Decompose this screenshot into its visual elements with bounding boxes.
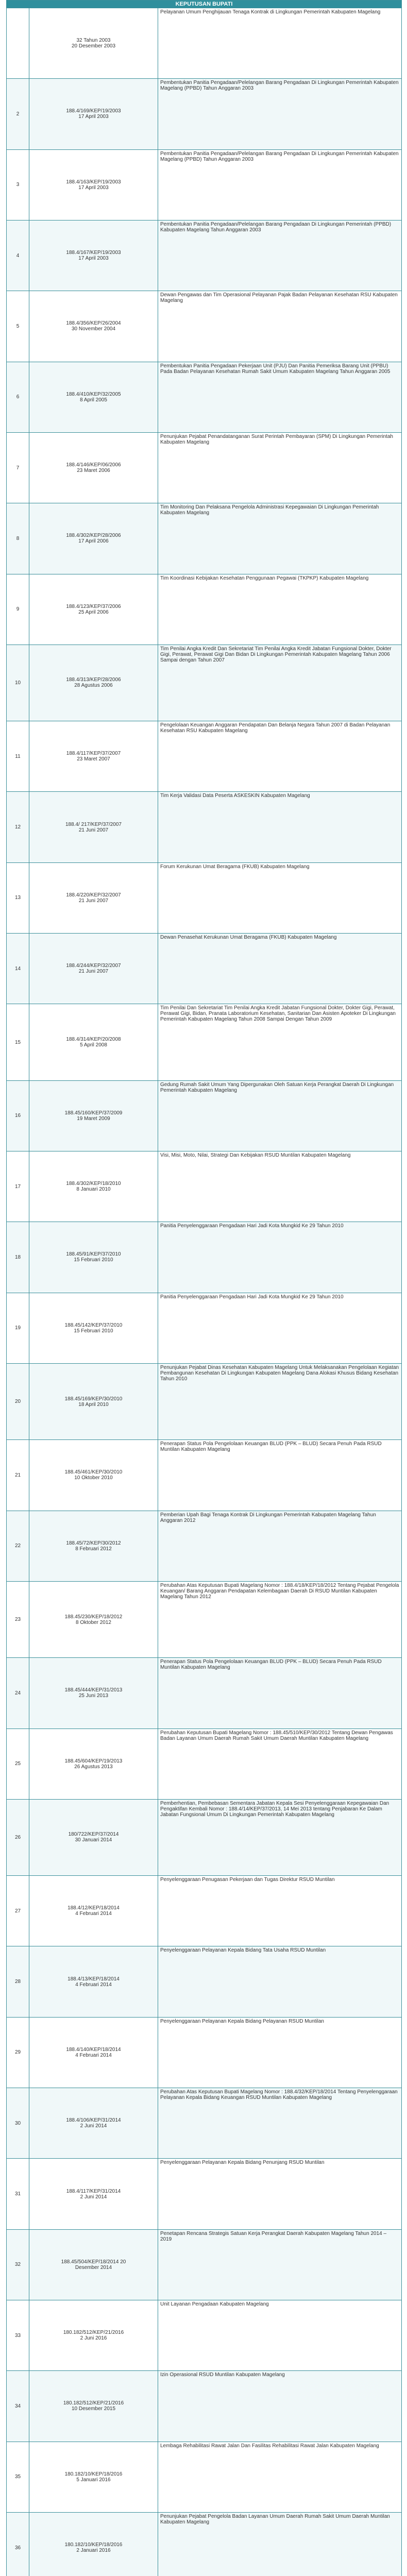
table-row xyxy=(7,2513,401,2576)
regulation-number: 188.4/13/KEP/18/2014 4 Februari 2014 xyxy=(29,1946,158,2016)
regulation-number: 188.45/504/KEP/18/2014 20 Desember 2014 xyxy=(29,2230,158,2300)
table-row xyxy=(7,1440,401,1511)
regulation-title: Pembentukan Panitia Pengadaan/Pelelangan Barang Pengadaan Di Lingkungan Pemerintah (PPBD) Kabupaten Magelang Tahun Anggaran 2003 xyxy=(160,221,392,233)
row-number: 18 xyxy=(7,1222,29,1292)
row-number: 24 xyxy=(7,1658,29,1728)
row-number: 31 xyxy=(7,2159,29,2229)
regulation-title: Penyelenggaraan Pelayanan Kepala Bidang Penunjang RSUD Muntilan xyxy=(160,2160,325,2166)
regulation-title: Perubahan Atas Keputusan Bupati Magelang Nomor : 188.4/18/KEP/18/2012 Tentang Pejabat Pengelola Keuangan/ Barang Anggaran Pendapatan Kelembagaan Daerah Di RSUD Muntilan Kabupaten Magelang Tahun 2012 xyxy=(160,1582,399,1600)
row-number: 10 xyxy=(7,645,29,721)
table-row xyxy=(7,574,401,645)
table-row xyxy=(7,1293,401,1364)
row-number: 5 xyxy=(7,291,29,361)
table-row xyxy=(7,79,401,149)
regulation-title: Tim Monitoring Dan Pelaksana Pengelola Administrasi Kepegawaian Di Lingkungan Pemerintah Kabupaten Magelang xyxy=(160,504,379,516)
table-row xyxy=(7,2018,401,2088)
table-row xyxy=(7,1511,401,1582)
table-row xyxy=(7,1876,401,1946)
regulation-number: 180/722/KEP/37/2014 30 Januari 2014 xyxy=(29,1800,158,1875)
table-row xyxy=(7,863,401,934)
regulation-number: 188.4/356/KEP/26/2004 30 November 2004 xyxy=(29,291,158,361)
table-row xyxy=(7,1081,401,1151)
regulation-number: 188.4/313/KEP/28/2006 28 Agustus 2006 xyxy=(29,645,158,721)
regulation-number: 188.45/142/KEP/37/2010 15 Februari 2010 xyxy=(29,1293,158,1363)
row-number: 12 xyxy=(7,792,29,862)
regulation-title: Perubahan Keputusan Bupati Magelang Nomor : 188.45/510/KEP/30/2012 Tentang Dewan Pengawas Badan Layanan Umum Daerah Rumah Sakit Umum Daerah Muntilan Kabupaten Magelang xyxy=(160,1730,393,1741)
regulation-title: Pengelolaan Keuangan Anggaran Pendapatan Dan Belanja Negara Tahun 2007 di Badan Pelayanan Kesehatan RSU Kabupaten Magelang xyxy=(160,722,391,734)
row-number xyxy=(7,8,29,78)
regulation-number: 188.4/117/KEP/31/2014 2 Juni 2014 xyxy=(29,2159,158,2229)
regulation-title: Izin Operasional RSUD Muntilan Kabupaten Magelang xyxy=(160,2372,285,2378)
row-number: 14 xyxy=(7,934,29,1004)
regulation-title: Penetapan Rencana Strategis Satuan Kerja Perangkat Daerah Kabupaten Magelang Tahun 2014 – 2019 xyxy=(160,2230,387,2242)
section-header: KEPUTUSAN BUPATI xyxy=(7,0,401,8)
table-row xyxy=(7,2159,401,2229)
regulation-title: Pemberhentian, Pembebasan Sementara Jabatan Kepala Sesi Penyelenggaraan Kepegawaian Dan Pengaktifan Kembali Nomor : 188.4/14/KEP/37/2013, 14 Mei 2013 tentang Penjabaran Ke Dalam Jabatan Fungsional Umum Di Lingkungan Pemerintah Kabupaten Magelang xyxy=(160,1800,389,1818)
regulation-title: Pelayanan Umum Penghijauan Tenaga Kontrak di Lingkungan Pemerintah Kabupaten Magelang xyxy=(160,9,381,15)
table-row xyxy=(7,2230,401,2300)
regulation-number: 188.45/72/KEP/30/2012 8 Februari 2012 xyxy=(29,1511,158,1581)
regulation-title: Dewan Penasehat Kerukunan Umat Beragama (FKUB) Kabupaten Magelang xyxy=(160,935,337,941)
row-number: 13 xyxy=(7,863,29,933)
table-row xyxy=(7,2371,401,2442)
table-row xyxy=(7,2300,401,2371)
regulation-title: Gedung Rumah Sakit Umum Yang Dipergunakan Oleh Satuan Kerja Perangkat Daerah Di Lingkungan Pemerintah Kabupaten Magelang xyxy=(160,1081,394,1093)
regulation-title: Pembentukan Panitia Pengadaan Pekerjaan Unit (PJU) Dan Panitia Pemeriksa Barang Unit (PPBU) Pada Badan Pelayanan Kesehatan Rumah Sakit Umum Kabupaten Magelang Tahun Anggaran 2005 xyxy=(160,363,391,375)
row-number: 16 xyxy=(7,1081,29,1151)
regulation-title: Penyelenggaraan Penugasan Pekerjaan dan Tugas Direktur RSUD Muntilan xyxy=(160,1877,335,1883)
row-number: 32 xyxy=(7,2230,29,2300)
table-row xyxy=(7,221,401,291)
table-row xyxy=(7,1222,401,1293)
row-number: 29 xyxy=(7,2018,29,2088)
regulation-title: Penunjukan Pejabat Penandatanganan Surat Perintah Pembayaran (SPM) Di Lingkungan Pemerintah Kabupaten Magelang xyxy=(160,433,393,445)
table-row xyxy=(7,1582,401,1658)
regulation-number: 180.182/512/KEP/21/2016 2 Juni 2016 xyxy=(29,2300,158,2370)
regulation-title: Tim Kerja Validasi Data Peserta ASKESKIN Kabupaten Magelang xyxy=(160,793,310,799)
table-row xyxy=(7,1151,401,1222)
row-number: 21 xyxy=(7,1440,29,1510)
regulation-number: 188.4/140/KEP/18/2014 4 Februari 2014 xyxy=(29,2018,158,2088)
regulation-number: 188.45/91/KEP/37/2010 15 Februari 2010 xyxy=(29,1222,158,1292)
regulation-title: Penerapan Status Pola Pengelolaan Keuangan BLUD (PPK – BLUD) Secara Penuh Pada RSUD Muntilan Kabupaten Magelang xyxy=(160,1441,382,1453)
regulation-number: 188.45/230/KEP/18/2012 8 Oktober 2012 xyxy=(29,1582,158,1657)
regulation-number: 188.4/314/KEP/20/2008 5 April 2008 xyxy=(29,1004,158,1080)
regulation-title: Tim Penilai Angka Kredit Dan Sekretariat Tim Penilai Angka Kredit Jabatan Fungsional Dokter, Dokter Gigi, Perawat, Perawat Gigi Dan Bidan Di Lingkungan Pemerintah Kabupaten Magelang Tahun 2006 Sampai dengan Tahun 2007 xyxy=(160,646,392,663)
row-number: 2 xyxy=(7,79,29,149)
regulation-title: Forum Kerukunan Umat Beragama (FKUB) Kabupaten Magelang xyxy=(160,863,310,870)
regulation-number: 188.4/ 217/KEP/37/2007 21 Juni 2007 xyxy=(29,792,158,862)
table-row xyxy=(7,1946,401,2017)
table-row xyxy=(7,2088,401,2159)
table-row xyxy=(7,934,401,1004)
table-row xyxy=(7,1004,401,1080)
row-number: 35 xyxy=(7,2442,29,2512)
regulation-table xyxy=(6,0,402,2576)
regulation-title: Pembentukan Panitia Pengadaan/Pelelangan Barang Pengadaan Di Lingkungan Pemerintah Kabupaten Magelang (PPBD) Tahun Anggaran 2003 xyxy=(160,150,399,162)
table-row xyxy=(7,1658,401,1728)
row-number: 26 xyxy=(7,1800,29,1875)
row-number: 20 xyxy=(7,1364,29,1439)
row-number: 34 xyxy=(7,2371,29,2441)
regulation-number: 188.45/169/KEP/30/2010 18 April 2010 xyxy=(29,1364,158,1439)
table-row xyxy=(7,721,401,792)
row-number: 36 xyxy=(7,2513,29,2576)
regulation-title: Pembentukan Panitia Pengadaan/Pelelangan Barang Pengadaan Di Lingkungan Pemerintah Kabupaten Magelang (PPBD) Tahun Anggaran 2003 xyxy=(160,80,399,92)
table-row xyxy=(7,362,401,433)
table-row xyxy=(7,433,401,503)
regulation-number: 188.45/160/KEP/37/2009 19 Maret 2009 xyxy=(29,1081,158,1151)
regulation-title: Tim Koordinasi Kebijakan Kesehatan Penggunaan Pegawai (TKPKP) Kabupaten Magelang xyxy=(160,575,369,581)
table-row xyxy=(7,2442,401,2513)
row-number: 3 xyxy=(7,150,29,220)
regulation-title: Dewan Pengawas dan Tim Operasional Pelayanan Pajak Badan Pelayanan Kesehatan RSU Kabupaten Magelang xyxy=(160,292,398,304)
regulation-number: 188.4/302/KEP/18/2010 8 Januari 2010 xyxy=(29,1151,158,1222)
regulation-title: Pemberian Upah Bagi Tenaga Kontrak Di Lingkungan Pemerintah Kabupaten Magelang Tahun Anggaran 2012 xyxy=(160,1512,376,1523)
regulation-number: 188.45/461/KEP/30/2010 10 Oktober 2010 xyxy=(29,1440,158,1510)
row-number: 33 xyxy=(7,2300,29,2370)
row-number: 6 xyxy=(7,362,29,432)
regulation-number: 188.4/220/KEP/32/2007 21 Juni 2007 xyxy=(29,863,158,933)
row-number: 15 xyxy=(7,1004,29,1080)
row-number: 30 xyxy=(7,2088,29,2158)
regulation-title: Lembaga Rehabilitasi Rawat Jalan Dan Fasilitas Rehabilitasi Rawat Jalan Kabupaten Magelang xyxy=(160,2443,379,2449)
table-row xyxy=(7,503,401,574)
table-row xyxy=(7,792,401,862)
table-row xyxy=(7,291,401,362)
regulation-title: Penyelenggaraan Pelayanan Kepala Bidang Tata Usaha RSUD Muntilan xyxy=(160,1947,326,1954)
table-row xyxy=(7,1729,401,1800)
regulation-title: Visi, Misi, Moto, Nilai, Strategi Dan Kebijakan RSUD Muntilan Kabupaten Magelang xyxy=(160,1153,351,1158)
regulation-title: Penunjukan Pejabat Dinas Kesehatan Kabupaten Magelang Untuk Melaksanakan Pengelolaan Kegiatan Pembangunan Kesehatan Di Lingkungan Kabupaten Magelang Dana Alokasi Khusus Bidang Kesehatan Tahun 2010 xyxy=(160,1364,399,1382)
row-number: 8 xyxy=(7,503,29,573)
row-number: 4 xyxy=(7,221,29,291)
regulation-number: 180.182/10/KEP/18/2016 5 Januari 2016 xyxy=(29,2442,158,2512)
table-row xyxy=(7,1364,401,1440)
regulation-number: 188.4/302/KEP/28/2006 17 April 2006 xyxy=(29,503,158,573)
row-number: 25 xyxy=(7,1729,29,1799)
regulation-title: Panitia Penyelenggaraan Pengadaan Hari Jadi Kota Mungkid Ke 29 Tahun 2010 xyxy=(160,1294,344,1300)
regulation-title: Tim Penilai Dan Sekretariat Tim Penilai Angka Kredit Jabatan Fungsional Dokter, Dokter Gigi, Perawat, Perawat Gigi, Bidan, Pranata Laboratorium Kesehatan, Sanitarian Dan Asisten Apoteker Di Lingkungan Pemerintah Kabupaten Magelang Tahun 2008 Sampai Dengan Tahun 2009 xyxy=(160,1005,396,1023)
regulation-title: Penunjukan Pejabat Pengelola Badan Layanan Umum Daerah Rumah Sakit Umum Daerah Muntilan Kabupaten Magelang xyxy=(160,2513,390,2525)
table-row xyxy=(7,150,401,221)
regulation-number: 188.4/117/KEP/37/2007 23 Maret 2007 xyxy=(29,721,158,791)
row-number: 27 xyxy=(7,1876,29,1946)
regulation-number: 188.4/410/KEP/32/2005 8 April 2005 xyxy=(29,362,158,432)
regulation-number: 180.182/10/KEP/18/2016 2 Januari 2016 xyxy=(29,2513,158,2576)
table-row xyxy=(7,645,401,721)
regulation-title: Panitia Penyelenggaraan Pengadaan Hari Jadi Kota Mungkid Ke 29 Tahun 2010 xyxy=(160,1223,344,1229)
regulation-number: 32 Tahun 2003 20 Desember 2003 xyxy=(29,8,158,78)
regulation-number: 188.4/167/KEP/19/2003 17 April 2003 xyxy=(29,221,158,291)
regulation-title: Perubahan Atas Keputusan Bupati Magelang Nomor : 188.4/32/KEP/18/2014 Tentang Penyelenggaraan Pelayanan Kepala Bidang Keuangan RSUD Muntilan Kabupaten Magelang xyxy=(160,2089,398,2101)
row-number: 23 xyxy=(7,1582,29,1657)
regulation-number: 188.4/12/KEP/18/2014 4 Februari 2014 xyxy=(29,1876,158,1946)
regulation-number: 188.4/146/KEP/06/2006 23 Maret 2006 xyxy=(29,433,158,503)
row-number: 22 xyxy=(7,1511,29,1581)
row-number: 17 xyxy=(7,1151,29,1222)
regulation-title: Unit Layanan Pengadaan Kabupaten Magelang xyxy=(160,2301,269,2307)
regulation-number: 188.4/244/KEP/32/2007 21 Juni 2007 xyxy=(29,934,158,1004)
table-row xyxy=(7,1800,401,1876)
regulation-title: Penyelenggaraan Pelayanan Kepala Bidang Pelayanan RSUD Muntilan xyxy=(160,2018,324,2024)
row-number: 11 xyxy=(7,721,29,791)
regulation-number: 180.182/512/KEP/21/2016 10 Desember 2015 xyxy=(29,2371,158,2441)
regulation-number: 188.4/106/KEP/31/2014 2 Juni 2014 xyxy=(29,2088,158,2158)
table-row xyxy=(7,8,401,79)
regulation-number: 188.45/444/KEP/31/2013 25 Juni 2013 xyxy=(29,1658,158,1728)
regulation-number: 188.4/169/KEP/19/2003 17 April 2003 xyxy=(29,79,158,149)
regulation-number: 188.4/163/KEP/19/2003 17 April 2003 xyxy=(29,150,158,220)
regulation-title: Penerapan Status Pola Pengelolaan Keuangan BLUD (PPK – BLUD) Secara Penuh Pada RSUD Muntilan Kabupaten Magelang xyxy=(160,1659,382,1671)
row-number: 28 xyxy=(7,1946,29,2016)
regulation-number: 188.4/123/KEP/37/2006 25 April 2006 xyxy=(29,574,158,645)
row-number: 7 xyxy=(7,433,29,503)
row-number: 9 xyxy=(7,574,29,645)
regulation-number: 188.45/604/KEP/19/2013 26 Agustus 2013 xyxy=(29,1729,158,1799)
row-number: 19 xyxy=(7,1293,29,1363)
